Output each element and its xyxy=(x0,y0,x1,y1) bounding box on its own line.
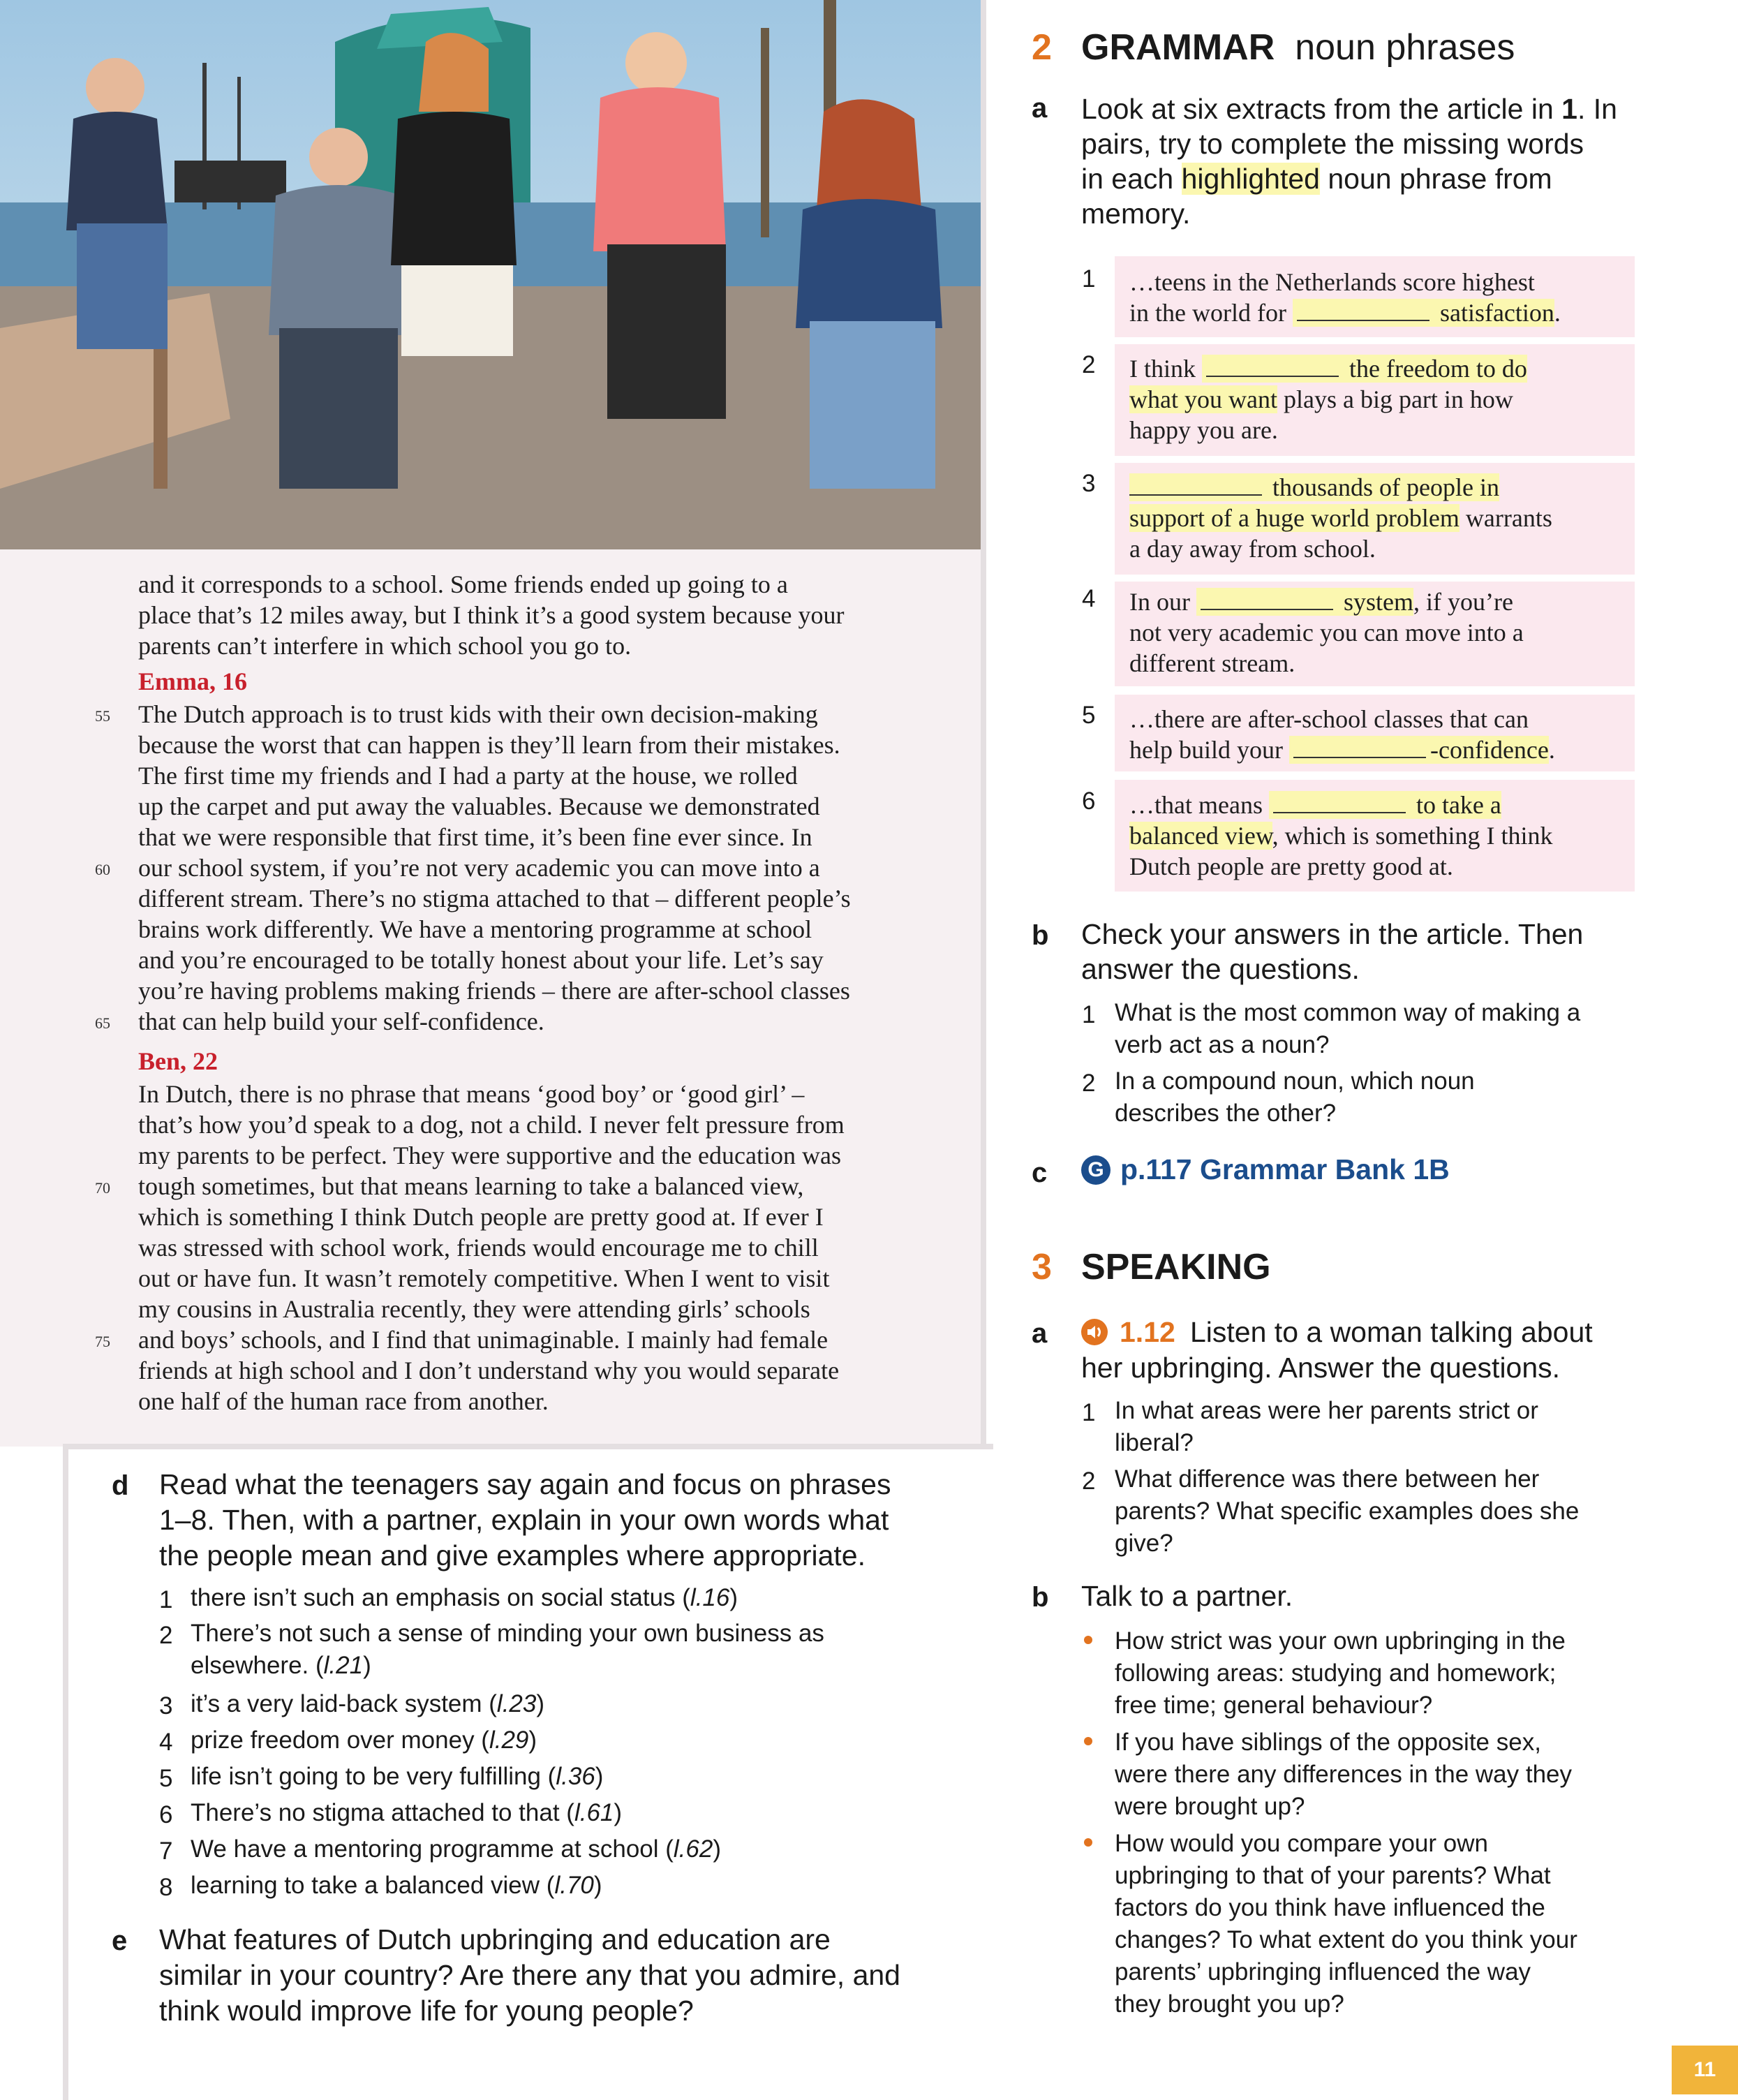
question-number: 2 xyxy=(1082,1467,1096,1495)
answer-blank[interactable] xyxy=(1297,302,1429,321)
article-line: that we were responsible that first time, it’s been fine ever since. In xyxy=(138,823,812,851)
task-letter-d: d xyxy=(112,1470,129,1501)
task-d-instruction: 1–8. Then, with a partner, explain in your own words what xyxy=(159,1504,889,1536)
item-number: 4 xyxy=(159,1729,173,1756)
grammar-b-instruction: Check your answers in the article. Then xyxy=(1081,918,1584,950)
task-e-instruction: think would improve life for young people? xyxy=(159,1995,694,2027)
task-e-instruction: similar in your country? Are there any that you admire, and xyxy=(159,1959,900,1991)
extract-text: In our system, if you’re xyxy=(1129,588,1513,616)
grammar-bank-icon: G xyxy=(1081,1155,1111,1185)
extract-text: balanced view, which is something I think xyxy=(1129,822,1553,850)
item-number: 2 xyxy=(159,1622,173,1649)
line-number: 60 xyxy=(95,861,110,878)
extract-text: help build your -confidence. xyxy=(1129,736,1555,764)
question-text: What is the most common way of making a xyxy=(1115,999,1581,1026)
page-number: 11 xyxy=(1672,2046,1738,2094)
phrase-item: There’s not such a sense of minding your own business as xyxy=(191,1620,824,1647)
question-number: 1 xyxy=(1082,1001,1096,1028)
article-line: one half of the human race from another. xyxy=(138,1387,549,1415)
line-number: 65 xyxy=(95,1014,110,1032)
article-line: out or have fun. It wasn’t remotely competitive. When I went to visit xyxy=(138,1264,830,1292)
article-line: up the carpet and put away the valuables. Because we demonstrated xyxy=(138,792,820,820)
discussion-text: parents’ upbringing influenced the way xyxy=(1115,1958,1531,1986)
question-text: What difference was there between her xyxy=(1115,1465,1540,1493)
item-number: 1 xyxy=(159,1586,173,1613)
phrase-item: learning to take a balanced view (l.70) xyxy=(191,1872,602,1899)
section-title-speaking: SPEAKING xyxy=(1081,1247,1271,1287)
discussion-text: following areas: studying and homework; xyxy=(1115,1659,1557,1687)
article-line: that’s how you’d speak to a dog, not a child. I never felt pressure from xyxy=(138,1111,845,1139)
article-line: which is something I think Dutch people are pretty good at. If ever I xyxy=(138,1203,824,1231)
extract-text: not very academic you can move into a xyxy=(1129,619,1524,646)
speaker-icon xyxy=(1081,1319,1108,1345)
grammar-letter-c: c xyxy=(1032,1158,1048,1188)
answer-blank[interactable] xyxy=(1206,357,1339,377)
grammar-letter-b: b xyxy=(1032,920,1049,951)
question-number: 1 xyxy=(1082,1399,1096,1426)
answer-blank[interactable] xyxy=(1201,591,1333,610)
grammar-a-instruction: pairs, try to complete the missing words xyxy=(1081,128,1584,160)
phrase-item: there isn’t such an emphasis on social status (l.16) xyxy=(191,1584,738,1611)
grammar-b-instruction: answer the questions. xyxy=(1081,953,1360,985)
question-text: parents? What specific examples does she xyxy=(1115,1498,1580,1525)
article-line: that can help build your self-confidence. xyxy=(138,1007,544,1035)
article-line: and boys’ schools, and I find that unimaginable. I mainly had female xyxy=(138,1326,829,1354)
extract-number: 6 xyxy=(1082,788,1096,815)
grammar-bank-link[interactable]: p.117 Grammar Bank 1B xyxy=(1120,1153,1450,1185)
article-line: place that’s 12 miles away, but I think it’s a good system because your xyxy=(138,601,845,629)
phrase-item: We have a mentoring programme at school (l.62) xyxy=(191,1835,721,1863)
section-number-grammar: 2 xyxy=(1032,27,1052,68)
phrase-item: There’s no stigma attached to that (l.61) xyxy=(191,1799,623,1826)
task-d-instruction: Read what the teenagers say again and focus on phrases xyxy=(159,1468,891,1500)
item-number: 6 xyxy=(159,1801,173,1828)
extract-text: thousands of people in xyxy=(1129,472,1499,503)
extract-text: Dutch people are pretty good at. xyxy=(1129,852,1453,880)
discussion-text: were there any differences in the way they xyxy=(1115,1761,1573,1788)
question-text: give? xyxy=(1115,1530,1173,1557)
phrase-item: prize freedom over money (l.29) xyxy=(191,1726,537,1754)
article-line: parents can’t interfere in which school you go to. xyxy=(138,632,632,660)
answer-blank[interactable] xyxy=(1273,794,1406,813)
phrase-item: elsewhere. (l.21) xyxy=(191,1652,371,1679)
bullet-icon xyxy=(1084,1838,1092,1847)
grammar-letter-a: a xyxy=(1032,93,1048,124)
grammar-a-instruction: memory. xyxy=(1081,198,1191,230)
speaking-a-instruction: Listen to a woman talking about xyxy=(1190,1316,1593,1348)
grammar-a-instruction: in each highlighted noun phrase from xyxy=(1081,163,1552,195)
extract-number: 2 xyxy=(1082,351,1096,378)
article-line: was stressed with school work, friends would encourage me to chill xyxy=(138,1234,819,1262)
question-text: describes the other? xyxy=(1115,1100,1337,1127)
article-line: and it corresponds to a school. Some friends ended up going to a xyxy=(138,570,788,598)
extract-number: 3 xyxy=(1082,470,1096,497)
bullet-icon xyxy=(1084,1636,1092,1644)
line-number: 70 xyxy=(95,1179,110,1197)
highlight-word: highlighted xyxy=(1181,163,1320,195)
article-line: different stream. There’s no stigma attached to that – different people’s xyxy=(138,885,851,912)
extract-text: what you want plays a big part in how xyxy=(1129,385,1513,413)
item-number: 3 xyxy=(159,1692,173,1720)
article-line: my cousins in Australia recently, they were attending girls’ schools xyxy=(138,1295,810,1323)
article-line: my parents to be perfect. They were supportive and the education was xyxy=(138,1141,841,1169)
discussion-text: If you have siblings of the opposite sex, xyxy=(1115,1729,1541,1756)
discussion-text: How would you compare your own xyxy=(1115,1830,1488,1857)
article-line: brains work differently. We have a mentoring programme at school xyxy=(138,915,812,943)
article-line: our school system, if you’re not very academic you can move into a xyxy=(138,854,820,882)
extract-text: I think the freedom to do xyxy=(1129,355,1527,383)
speaking-a-instruction: her upbringing. Answer the questions. xyxy=(1081,1352,1561,1384)
article-line: because the worst that can happen is they’ll learn from their mistakes. xyxy=(138,731,840,759)
task-d-instruction: the people mean and give examples where appropriate. xyxy=(159,1539,866,1572)
extract-number: 5 xyxy=(1082,702,1096,729)
grammar-a-instruction: Look at six extracts from the article in 1. In xyxy=(1081,93,1617,125)
extract-text: different stream. xyxy=(1129,649,1295,677)
audio-track-number: 1.12 xyxy=(1120,1316,1175,1348)
article-line: The Dutch approach is to trust kids with their own decision-making xyxy=(138,700,818,728)
speaking-letter-a: a xyxy=(1032,1318,1048,1349)
extract-text: …that means to take a xyxy=(1129,791,1501,819)
answer-blank[interactable] xyxy=(1293,739,1426,758)
item-number: 8 xyxy=(159,1874,173,1901)
task-e-instruction: What features of Dutch upbringing and education are xyxy=(159,1923,831,1955)
article-line: and you’re encouraged to be totally honest about your life. Let’s say xyxy=(138,946,824,974)
line-number: 75 xyxy=(95,1333,110,1350)
discussion-text: How strict was your own upbringing in the xyxy=(1115,1627,1566,1655)
item-number: 5 xyxy=(159,1765,173,1792)
line-number: 55 xyxy=(95,707,110,725)
extract-text: a day away from school. xyxy=(1129,535,1376,563)
extract-text: happy you are. xyxy=(1129,416,1278,444)
discussion-text: were brought up? xyxy=(1115,1793,1305,1820)
article-line: friends at high school and I don’t understand why you would separate xyxy=(138,1356,840,1384)
speaker-name-emma: Emma, 16 xyxy=(138,667,247,695)
extract-number: 4 xyxy=(1082,585,1096,612)
discussion-text: upbringing to that of your parents? What xyxy=(1115,1862,1551,1889)
speaking-letter-b: b xyxy=(1032,1582,1049,1613)
question-text: In a compound noun, which noun xyxy=(1115,1067,1475,1095)
discussion-text: factors do you think have influenced the xyxy=(1115,1894,1545,1921)
phrase-item: life isn’t going to be very fulfilling (l.36) xyxy=(191,1763,604,1790)
extract-text: support of a huge world problem warrants xyxy=(1129,504,1552,532)
speaking-b-instruction: Talk to a partner. xyxy=(1081,1580,1293,1612)
answer-blank[interactable] xyxy=(1129,476,1262,496)
article-line: The first time my friends and I had a party at the house, we rolled xyxy=(138,762,798,790)
article-line: In Dutch, there is no phrase that means ‘good boy’ or ‘good girl’ – xyxy=(138,1080,805,1108)
discussion-text: free time; general behaviour? xyxy=(1115,1692,1433,1719)
question-number: 2 xyxy=(1082,1070,1096,1097)
teenagers-photo-illustration xyxy=(0,0,981,549)
extract-text: …teens in the Netherlands score highest xyxy=(1129,268,1535,296)
extract-number: 1 xyxy=(1082,265,1096,293)
phrase-item: it’s a very laid-back system (l.23) xyxy=(191,1690,545,1717)
article-line: you’re having problems making friends – there are after-school classes xyxy=(138,977,850,1005)
question-text: verb act as a noun? xyxy=(1115,1031,1330,1058)
question-text: liberal? xyxy=(1115,1429,1194,1456)
extract-text: in the world for satisfaction. xyxy=(1129,299,1561,327)
question-text: In what areas were her parents strict or xyxy=(1115,1397,1538,1424)
item-number: 7 xyxy=(159,1838,173,1865)
discussion-text: changes? To what extent do you think your xyxy=(1115,1926,1577,1953)
extract-text: …there are after-school classes that can xyxy=(1129,705,1529,733)
discussion-text: they brought you up? xyxy=(1115,1990,1344,2018)
article-line: tough sometimes, but that means learning to take a balanced view, xyxy=(138,1172,804,1200)
article-photo xyxy=(0,0,981,549)
task-letter-e: e xyxy=(112,1925,128,1956)
section-title-grammar: GRAMMAR noun phrases xyxy=(1081,27,1515,68)
speaker-name-ben: Ben, 22 xyxy=(138,1047,218,1075)
article-border xyxy=(981,0,986,1447)
audio-icon[interactable] xyxy=(1081,1319,1108,1345)
section-number-speaking: 3 xyxy=(1032,1247,1052,1287)
bullet-icon xyxy=(1084,1737,1092,1745)
